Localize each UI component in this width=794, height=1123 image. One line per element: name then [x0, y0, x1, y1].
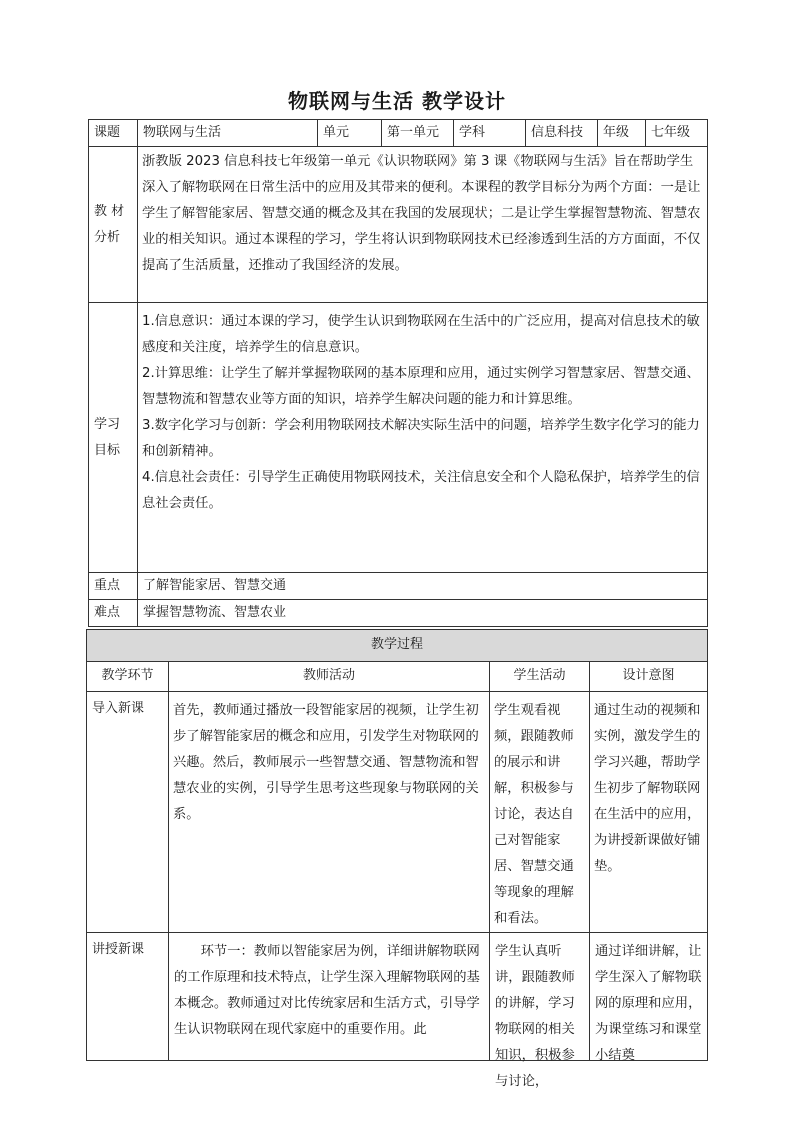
key-point-row [89, 573, 708, 600]
analysis-row [89, 147, 708, 303]
analysis-label-line1: 教 材 [94, 203, 125, 219]
student-activity-cell [490, 933, 590, 1089]
objectives-label-line1: 学习 [94, 416, 121, 432]
objectives-row [89, 303, 708, 573]
objective-item: 4.信息社会责任：引导学生正确使用物联网技术，关注信息安全和个人隐私保护，培养学生的信息社会责任。 [142, 470, 700, 511]
teacher-activity-cell: 首先，教师通过播放一段智能家居的视频，让学生初步了解智能家居的概念和应用，引发学生对物联网的兴趣。然后，教师展示一些智慧交通、智慧物流和智慧农业的实例，引导学生思考这些现象与物联网的关系。 [169, 692, 490, 933]
column-header: 教师活动 [169, 662, 490, 692]
objectives-label [89, 303, 138, 573]
teaching-process-table [86, 629, 708, 1089]
column-header: 教学环节 [87, 662, 169, 692]
design-intent-cell: 通过生动的视频和实例，激发学生的学习兴趣，帮助学生初步了解物联网在生活中的应用，为讲授新课做好铺垫。 [590, 692, 708, 933]
analysis-label [89, 147, 138, 303]
design-intent-text: 通过详细讲解，让学生深入了解物联网的原理和应用，为课堂练习和课堂小结奠 [595, 944, 702, 1063]
objectives-text [138, 303, 708, 573]
design-intent-cell [590, 933, 708, 1061]
process-heading-row [87, 630, 708, 662]
column-header: 设计意图 [590, 662, 708, 692]
difficulty-label: 难点 [89, 600, 138, 627]
column-header: 学生活动 [490, 662, 590, 692]
objective-item: 1.信息意识：通过本课的学习，使学生认识到物联网在生活中的广泛应用，提高对信息技术的敏感度和关注度，培养学生的信息意识。 [142, 314, 700, 355]
teacher-activity-text: 环节一：教师以智能家居为例，详细讲解物联网的工作原理和技术特点，让学生深入理解物联网的基本概念。教师通过对比传统家居和生活方式，引导学生认识物联网在现代家庭中的重要作用。此 [174, 944, 480, 1037]
stage-cell: 讲授新课 [87, 933, 169, 1061]
analysis-label-line2: 分析 [94, 229, 121, 245]
course-label: 课题 [89, 120, 138, 147]
document-title: 物联网与生活 教学设计 [288, 89, 506, 113]
lesson-info-table [88, 119, 708, 627]
header-row [89, 120, 708, 147]
key-point-value: 了解智能家居、智慧交通 [138, 573, 708, 600]
course-value: 物联网与生活 [138, 120, 318, 147]
teacher-activity-cell [169, 933, 490, 1061]
objective-item: 3.数字化学习与创新：学会利用物联网技术解决实际生活中的问题，培养学生数字化学习的能力和创新精神。 [142, 418, 700, 459]
unit-label: 单元 [318, 120, 382, 147]
grade-label: 年级 [598, 120, 646, 147]
process-columns-row [87, 662, 708, 692]
objectives-label-line2: 目标 [94, 442, 121, 458]
process-heading: 教学过程 [87, 630, 708, 662]
difficulty-row [89, 600, 708, 627]
process-row [87, 692, 708, 933]
subject-label: 学科 [454, 120, 526, 147]
key-point-label: 重点 [89, 573, 138, 600]
student-activity-cell: 学生观看视频，跟随教师的展示和讲解，积极参与讨论，表达自己对智能家居、智慧交通等现象的理解和看法。 [490, 692, 590, 933]
objective-item: 2.计算思维：让学生了解并掌握物联网的基本原理和应用，通过实例学习智慧家居、智慧交通、智慧物流和智慧农业等方面的知识，培养学生解决问题的能力和计算思维。 [142, 366, 700, 407]
difficulty-value: 掌握智慧物流、智慧农业 [138, 600, 708, 627]
student-activity-text: 学生认真听讲，跟随教师的讲解，学习物联网的相关知识，积极参与讨论， [495, 944, 575, 1089]
unit-value: 第一单元 [382, 120, 454, 147]
subject-value: 信息科技 [526, 120, 598, 147]
process-row [87, 933, 708, 1061]
grade-value: 七年级 [646, 120, 708, 147]
analysis-text: 浙教版 2023 信息科技七年级第一单元《认识物联网》第 3 课《物联网与生活》旨在帮助学生深入了解物联网在日常生活中的应用及其带来的便利。本课程的教学目标分为两个方面：一是让学生了解智能家居、智慧交通的概念及其在我国的发展现状；二是让学生掌握智慧物流、智慧农业的相关知识。通过本课程的学习，学生将认识到物联网技术已经渗透到生活的方方面面，不仅提高了生活质量，还推动了我国经济的发展。 [138, 147, 708, 303]
stage-cell: 导入新课 [87, 692, 169, 933]
